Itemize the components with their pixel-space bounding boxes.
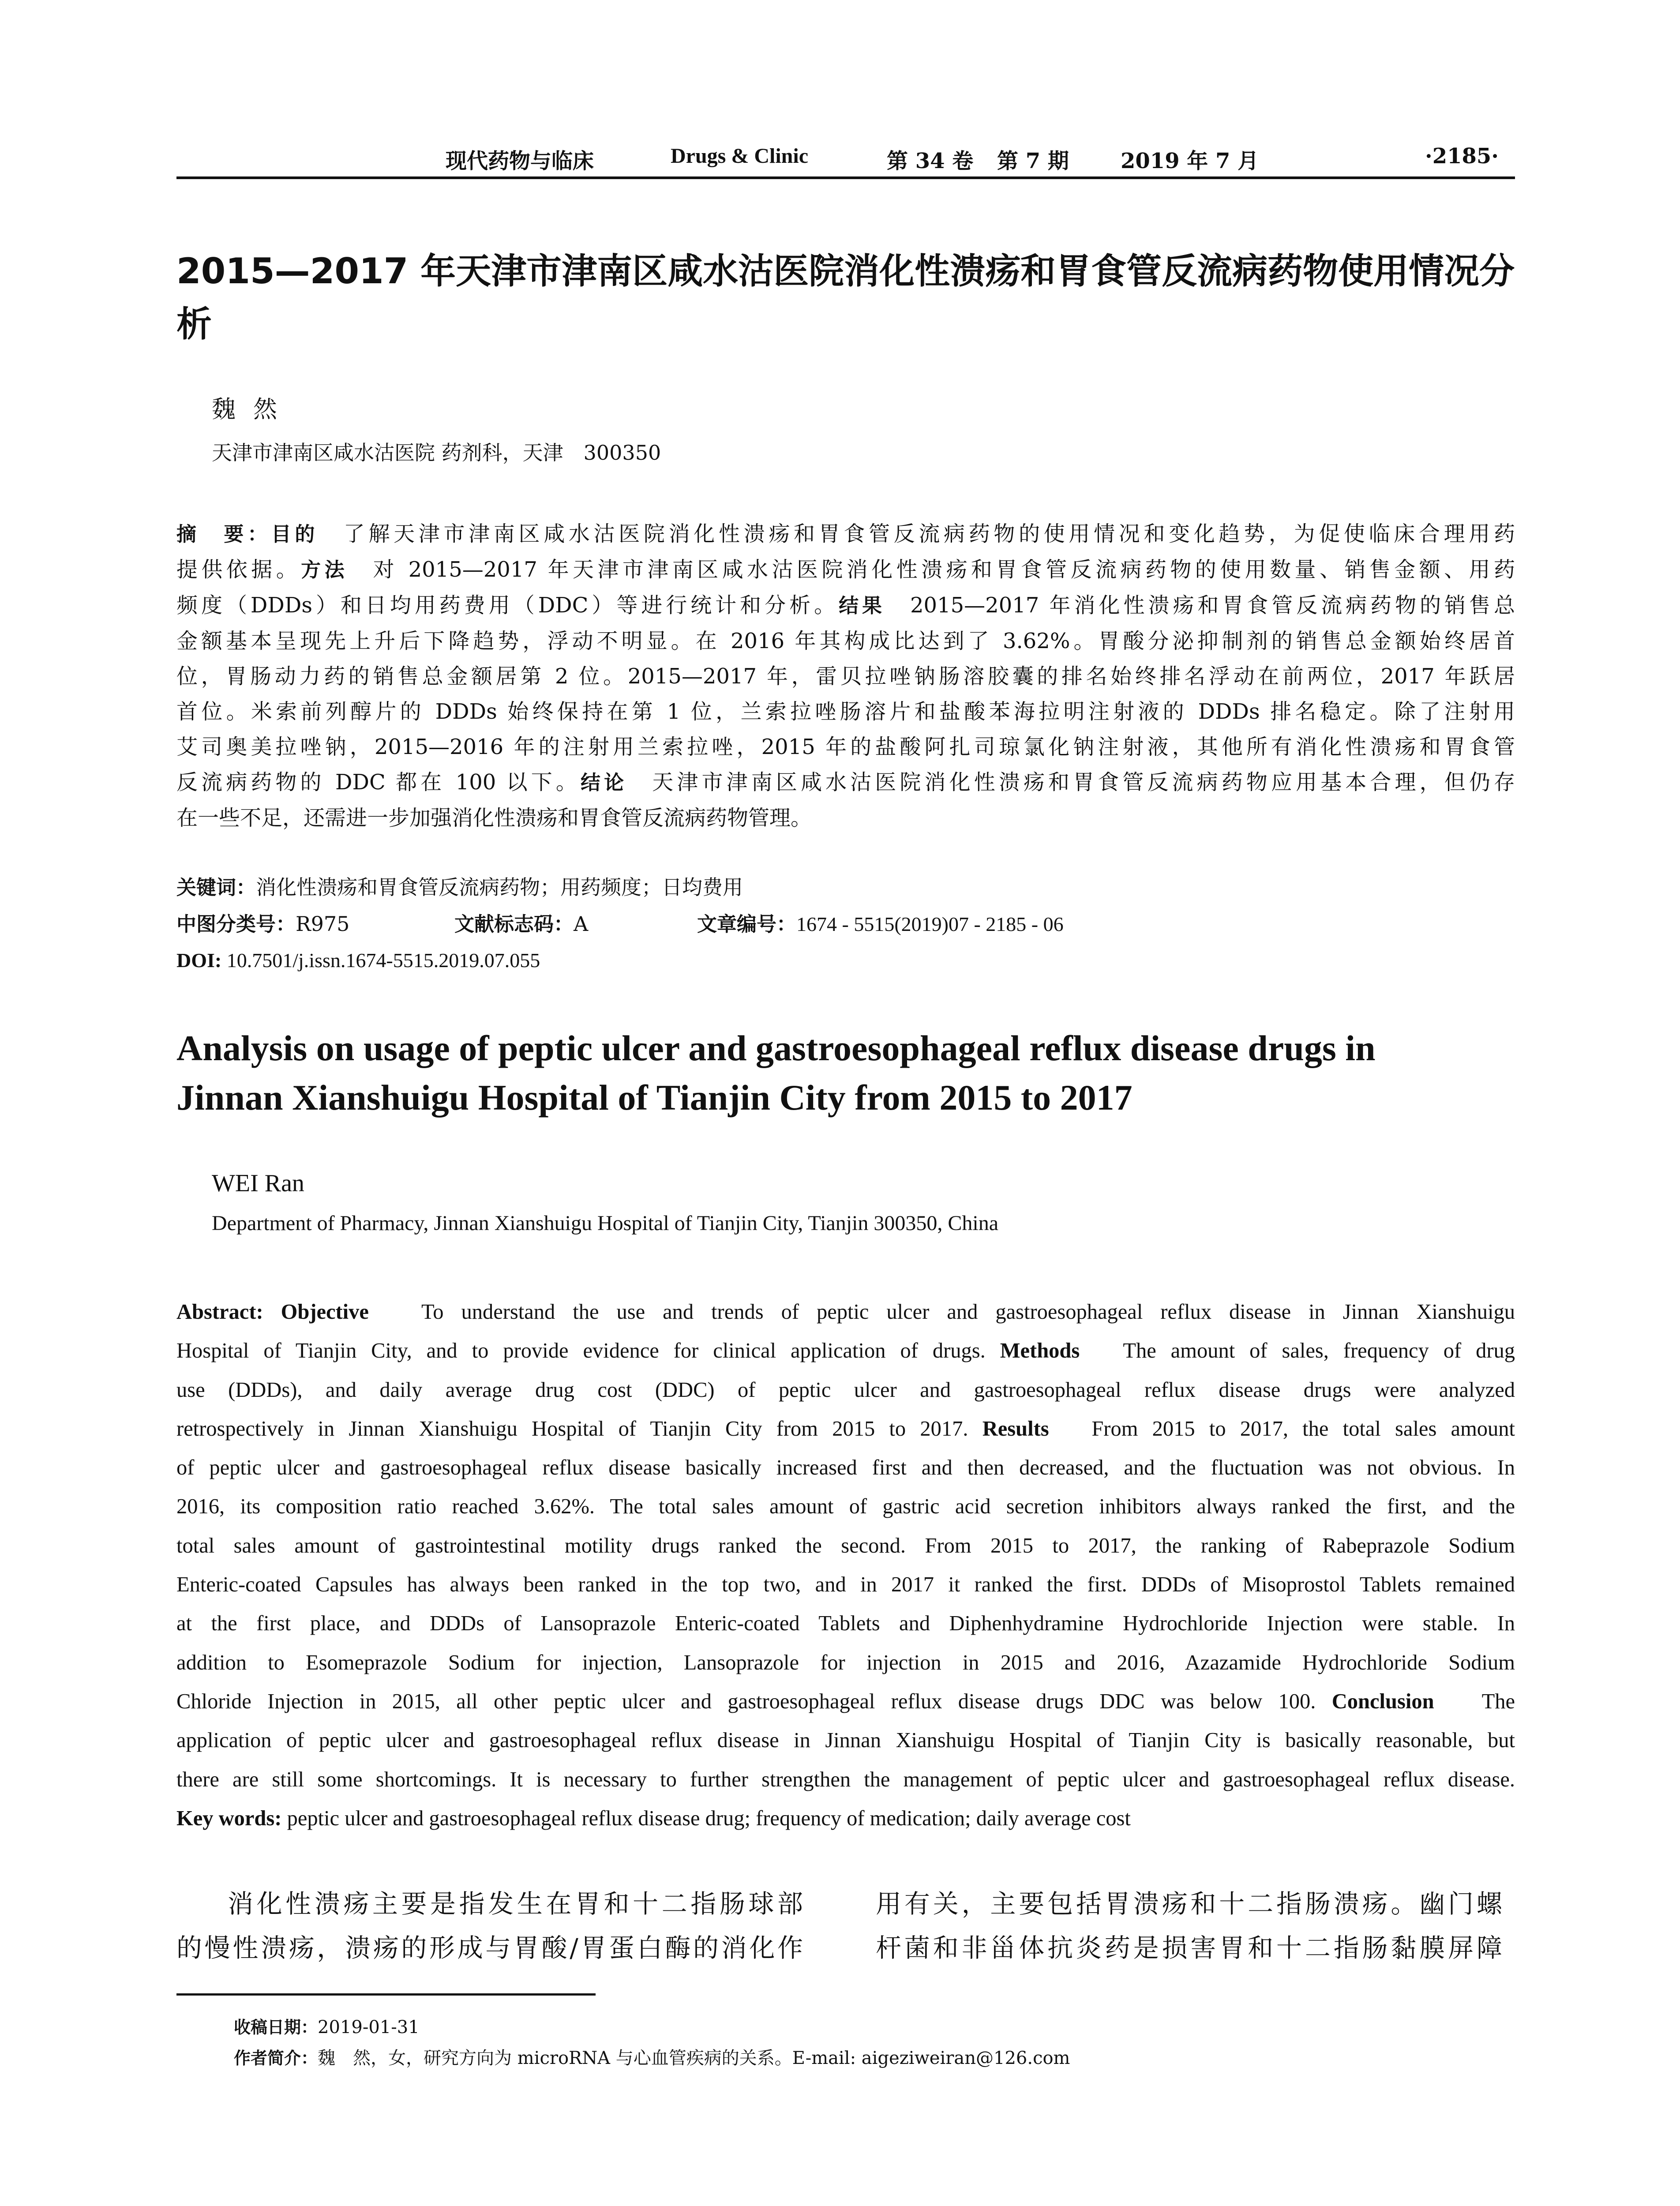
bio-value: 魏 然，女，研究方向为 microRNA 与心血管疾病的关系。E-mail: aigeziweiran@126.com: [318, 2048, 1070, 2068]
received-label: 收稿日期：: [234, 2018, 318, 2037]
running-header: [176, 140, 1515, 176]
abstract-en-line: [176, 1332, 1515, 1370]
author-cn: 魏然: [212, 395, 295, 423]
abstract-cn-text: 提供依据。: [176, 557, 301, 582]
abstract-en-text: The: [1481, 1689, 1515, 1713]
bio-label: 作者简介：: [234, 2048, 318, 2068]
abstract-en-text: retrospectively in Jinnan Xianshuigu Hospital of Tianjin City from 2015 to 2017.: [176, 1417, 968, 1441]
keywords-en-text: peptic ulcer and gastroesophageal reflux disease drug; frequency of medication; daily average cost: [287, 1806, 1131, 1830]
abstract-cn-line: 金额基本呈现先上升后下降趋势，浮动不明显。在 2016 年其构成比达到了 3.62%。胃酸分泌抑制剂的销售总金额始终居首: [176, 629, 1515, 653]
body-line: 杆菌和非甾体抗炎药是损害胃和十二指肠黏膜屏障: [876, 1933, 1502, 1963]
conclusion-label-en: Conclusion: [1331, 1689, 1434, 1713]
abstract-cn: [176, 516, 1515, 836]
page-number: ·2185·: [1425, 144, 1499, 169]
issue: 第 7 期: [997, 149, 1069, 173]
abstract-en-line: [176, 1410, 1515, 1448]
objective-label-cn: 目的: [271, 522, 319, 546]
author-en: WEI Ran: [212, 1170, 304, 1197]
body-column-right: [876, 1882, 1502, 1970]
affiliation-cn: 天津市津南区咸水沽医院 药剂科，天津 300350: [212, 441, 661, 465]
abstract-cn-text: 天津市津南区咸水沽医院消化性溃疡和胃食管反流病药物应用基本合理，但仍存: [652, 770, 1515, 795]
footnote-rule: [176, 1993, 596, 1996]
journal-name-cn: 现代药物与临床: [446, 149, 594, 173]
keywords-cn-text: 消化性溃疡和胃食管反流病药物；用药频度；日均费用: [256, 875, 743, 899]
doc-code-value: A: [574, 912, 589, 936]
abstract-en-text: Chloride Injection in 2015, all other peptic ulcer and gastroesophageal reflux disease drugs DDC was below 100.: [176, 1689, 1316, 1713]
abstract-cn-line: 艾司奥美拉唑钠，2015—2016 年的注射用兰索拉唑，2015 年的盐酸阿扎司琼氯化钠注射液，其他所有消化性溃疡和胃食管: [176, 735, 1515, 759]
abstract-cn-line: [176, 588, 1515, 623]
methods-label-en: Methods: [1000, 1339, 1080, 1363]
abstract-cn-line: 在一些不足，还需进一步加强消化性溃疡和胃食管反流病药物管理。: [176, 806, 812, 830]
methods-label-cn: 方法: [301, 558, 349, 582]
abstract-en-line: 2016, its composition ratio reached 3.62%. The total sales amount of gastric acid secretion inhibitors always ranked the first, and the: [176, 1495, 1515, 1519]
abstract-en-line: application of peptic ulcer and gastroesophageal reflux disease in Jinnan Xianshuigu Hospital of Tianjin City is basically reasonable, but: [176, 1729, 1515, 1752]
abstract-cn-line: [176, 552, 1515, 588]
issue-date: 2019 年 7 月: [1121, 149, 1259, 173]
abstract-en-line: at the first place, and DDDs of Lansoprazole Enteric-coated Tablets and Diphenhydramine Hydrochloride Injection were stable. In: [176, 1612, 1515, 1636]
abstract-en-line: there are still some shortcomings. It is necessary to further strengthen the management of peptic ulcer and gastroesophageal reflux disease.: [176, 1767, 1515, 1791]
abstract-en-line: addition to Esomeprazole Sodium for injection, Lansoprazole for injection in 2015 and 2016, Azazamide Hydrochloride Sodium: [176, 1651, 1515, 1674]
classification-row: [176, 906, 1515, 942]
results-label-cn: 结果: [839, 594, 886, 617]
abstract-en-line: total sales amount of gastrointestinal motility drugs ranked the second. From 2015 to 2017, the ranking of Rabeprazole Sodium: [176, 1534, 1515, 1557]
abstract-cn-line: 位，胃肠动力药的销售总金额居第 2 位。2015—2017 年，雷贝拉唑钠肠溶胶囊的排名始终排名浮动在前两位，2017 年跃居: [176, 664, 1515, 689]
body-line: 用有关，主要包括胃溃疡和十二指肠溃疡。幽门螺: [876, 1889, 1502, 1919]
paper-title-en-line: Analysis on usage of peptic ulcer and gastroesophageal reflux disease drugs in: [176, 1028, 1376, 1068]
keywords-en: [176, 1799, 1515, 1838]
article-number-label: 文章编号：: [697, 912, 797, 936]
body-line: 消化性溃疡主要是指发生在胃和十二指肠球部: [228, 1889, 803, 1919]
abstract-en-text: The amount of sales, frequency of drug: [1123, 1339, 1515, 1363]
abstract-en-text: To understand the use and trends of peptic ulcer and gastroesophageal reflux disease in Jinnan Xianshuigu: [421, 1300, 1515, 1324]
abstract-en-line: Enteric-coated Capsules has always been ranked in the top two, and in 2017 it ranked the first. DDDs of Misoprostol Tablets remained: [176, 1573, 1515, 1597]
keywords-en-label: Key words:: [176, 1806, 282, 1830]
abstract-cn-text: 频度（DDDs）和日均用药费用（DDC）等进行统计和分析。: [176, 593, 839, 618]
abstract-cn-text: 了解天津市津南区咸水沽医院消化性溃疡和胃食管反流病药物的使用情况和变化趋势，为促使临床合理用药: [343, 521, 1515, 546]
paper-title-en-line: Jinnan Xianshuigu Hospital of Tianjin City from 2015 to 2017: [176, 1077, 1132, 1118]
paper-title-cn: 2015—2017 年天津市津南区咸水沽医院消化性溃疡和胃食管反流病药物使用情况分析: [176, 251, 1515, 345]
affiliation-en: Department of Pharmacy, Jinnan Xianshuigu Hospital of Tianjin City, Tianjin 300350, China: [212, 1212, 999, 1235]
article-meta: [176, 869, 1515, 979]
objective-label-en: Objective: [281, 1300, 369, 1324]
doi-value[interactable]: 10.7501/j.issn.1674-5515.2019.07.055: [226, 949, 540, 972]
received-value: 2019-01-31: [318, 2017, 420, 2037]
doi-label: DOI:: [176, 949, 222, 972]
abstract-cn-text: 对 2015—2017 年天津市津南区咸水沽医院消化性溃疡和胃食管反流病药物的使用数量、销售金额、用药: [373, 557, 1515, 582]
conclusion-label-cn: 结论: [580, 771, 628, 794]
received-date: [234, 2012, 1070, 2043]
abstract-en-text: From 2015 to 2017, the total sales amount: [1091, 1417, 1515, 1441]
abstract-cn-line: [176, 516, 1515, 552]
keywords-cn: [176, 869, 1515, 906]
abstract-en-line: [176, 1682, 1515, 1721]
doc-code-label: 文献标志码：: [454, 912, 574, 936]
abstract-cn-text: 反流病药物的 DDC 都在 100 以下。: [176, 770, 581, 795]
abstract-en-text: Hospital of Tianjin City, and to provide evidence for clinical application of drugs.: [176, 1339, 986, 1363]
clc-label: 中图分类号：: [176, 912, 296, 936]
body-line: 的慢性溃疡，溃疡的形成与胃酸/胃蛋白酶的消化作: [176, 1933, 803, 1963]
article-number-value: 1674 - 5515(2019)07 - 2185 - 06: [796, 913, 1064, 935]
paper-title-en: [176, 1024, 1515, 1122]
clc-value: R975: [296, 912, 350, 936]
author-bio: [234, 2043, 1070, 2074]
abstract-cn-line: [176, 765, 1515, 800]
abstract-en-label: Abstract:: [176, 1300, 263, 1324]
results-label-en: Results: [982, 1417, 1049, 1441]
abstract-cn-line: 首位。米索前列醇片的 DDDs 始终保持在第 1 位，兰索拉唑肠溶片和盐酸苯海拉明注射液的 DDDs 排名稳定。除了注射用: [176, 699, 1515, 724]
journal-name-en: Drugs & Clinic: [671, 144, 808, 168]
doi-row: [176, 942, 1515, 979]
keywords-cn-label: 关键词：: [176, 876, 256, 899]
abstract-en: [176, 1293, 1515, 1838]
volume: 第 34 卷: [887, 149, 974, 173]
footnotes: [234, 2012, 1070, 2074]
abstract-en-line: use (DDDs), and daily average drug cost (DDC) of peptic ulcer and gastroesophageal reflux disease drugs were analyzed: [176, 1378, 1515, 1402]
abstract-cn-label: 摘 要：: [176, 522, 271, 546]
body-column-left: [176, 1882, 803, 1970]
abstract-cn-text: 2015—2017 年消化性溃疡和胃食管反流病药物的销售总: [910, 593, 1515, 618]
header-rule: [176, 176, 1515, 179]
abstract-en-line: [176, 1293, 1515, 1332]
abstract-en-line: of peptic ulcer and gastroesophageal reflux disease basically increased first and then decreased, and the fluctuation was not obvious. In: [176, 1456, 1515, 1480]
